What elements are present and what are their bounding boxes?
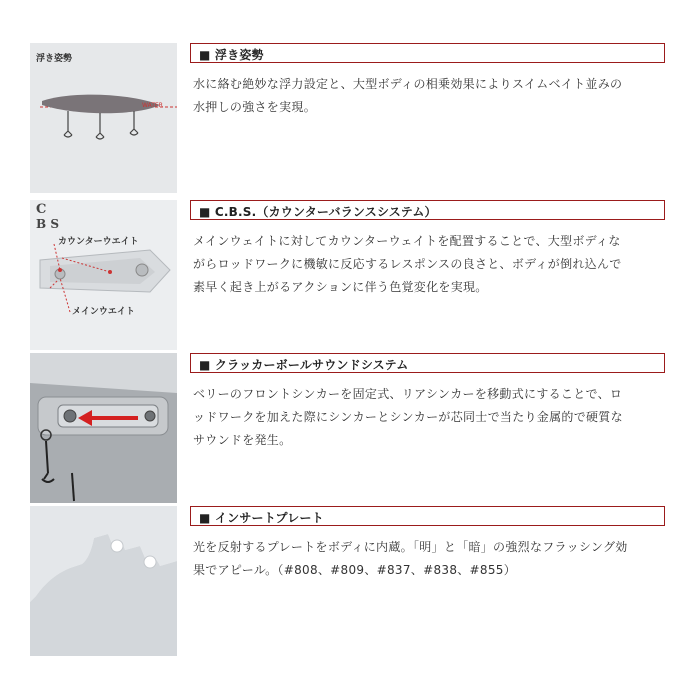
cbs-heading: ■ C.B.S.（カウンターバランスシステム） (199, 205, 437, 219)
floating-posture-line-2: 水押しの強さを実現。 (193, 100, 317, 114)
front-sinker (64, 410, 76, 422)
counter-weight-mark (136, 264, 148, 276)
floating-posture-heading-box (190, 43, 665, 63)
cbs-heading-box (190, 200, 665, 220)
main-weight-label: メインウエイト (72, 307, 135, 317)
cracker-ball-heading: ■ クラッカーボールサウンドシステム (199, 358, 409, 372)
cracker-ball-illustration (30, 353, 177, 503)
floating-posture-line-1: 水に絡む絶妙な浮力設定と、大型ボディの相乗効果によりスイムベイト並みの (193, 77, 623, 91)
insert-plate-image (30, 506, 177, 656)
insert-plate-line-1: 光を反射するプレートをボディに内蔵。「明」と「暗」の強烈なフラッシング効 (193, 540, 628, 554)
insert-plate-line-2: 果でアピール。（#808、#809、#837、#838、#855） (193, 563, 517, 577)
cbs-logo-bs: B S (36, 217, 59, 231)
cracker-ball-line-2: ッドワークを加えた際にシンカーとシンカーが芯同士で当たり金属的で硬質な (193, 410, 623, 424)
floating-posture-heading: ■ 浮き姿勢 (199, 48, 264, 62)
cbs-description (193, 230, 663, 299)
cracker-ball-line-3: サウンドを発生。 (193, 433, 292, 447)
cbs-image (30, 200, 177, 350)
cracker-ball-image (30, 353, 177, 503)
insert-plate-illustration (30, 506, 177, 656)
floating-posture-image-label: 浮き姿勢 (36, 54, 73, 64)
cbs-line-3: 素早く起き上がるアクションに伴う色覚変化を実現。 (193, 280, 488, 294)
insert-plate-heading: ■ インサートプレート (199, 511, 324, 525)
cracker-ball-line-1: ベリーのフロントシンカーを固定式、リアシンカーを移動式にすることで、ロ (193, 387, 623, 401)
cbs-line-1: メインウェイトに対してカウンターウェイトを配置することで、大型ボディな (193, 234, 621, 248)
lure-floating-illustration (30, 43, 177, 193)
floating-posture-image (30, 43, 177, 193)
water-label: WATER (142, 102, 163, 109)
counter-weight-label: カウンターウエイト (58, 237, 139, 247)
treble-hooks (64, 111, 138, 139)
floating-posture-description (193, 73, 663, 119)
cbs-line-2: がらロッドワークに機敏に反応するレスポンスの良さと、ボディが倒れ込んで (193, 257, 622, 271)
cracker-ball-description (193, 383, 663, 452)
rear-sinker (145, 411, 155, 421)
insert-plate-description (193, 536, 663, 582)
cbs-logo-c: C (36, 202, 47, 217)
cracker-ball-heading-box (190, 353, 665, 373)
insert-plate-heading-box (190, 506, 665, 526)
